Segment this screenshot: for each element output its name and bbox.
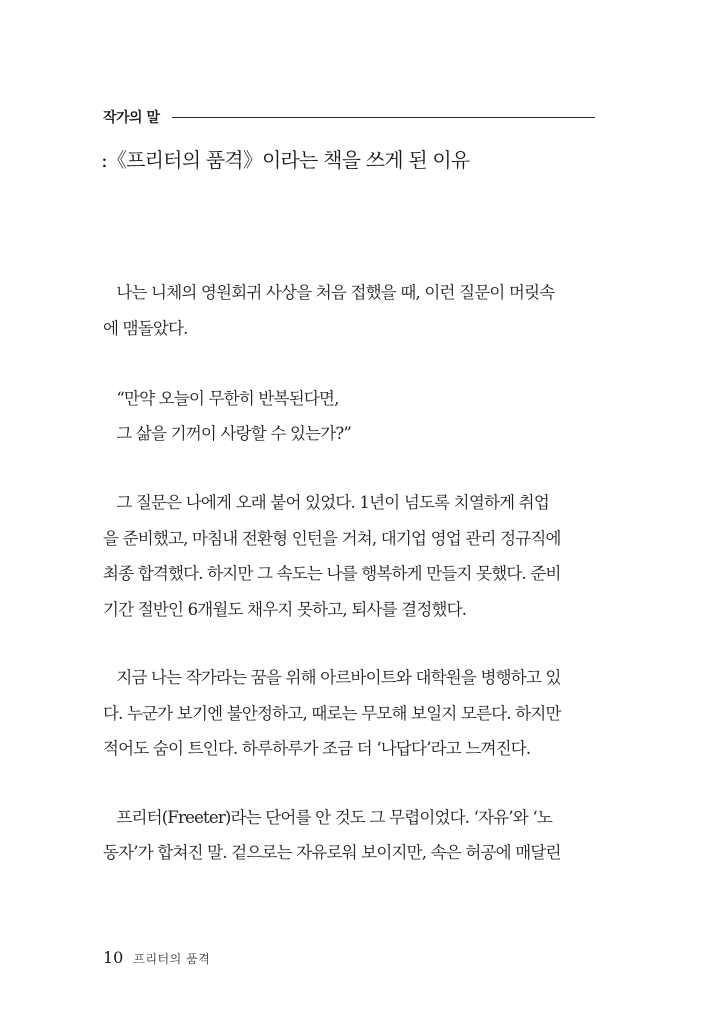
body-line: 나는 니체의 영원회귀 사상을 처음 접했을 때, 이런 질문이 머릿속: [103, 283, 555, 302]
body-line: 프리터(Freeter)라는 단어를 안 것도 그 무렵이었다. ‘자유’와 ‘노: [103, 808, 552, 827]
section-header: [103, 107, 595, 127]
body-line: 적어도 숨이 트인다. 하루하루가 조금 더 ‘나답다’라고 느껴진다.: [103, 739, 531, 758]
body-line: 지금 나는 작가라는 꿈을 위해 아르바이트와 대학원을 병행하고 있: [103, 668, 561, 687]
body-line: 을 준비했고, 마침내 전환형 인턴을 거쳐, 대기업 영업 관리 정규직에: [103, 529, 561, 548]
page-footer: [103, 948, 210, 967]
running-book-title: 프리터의 품격: [133, 952, 211, 966]
body-line: 에 맴돌았다.: [103, 319, 188, 338]
section-divider: [172, 117, 595, 118]
body-line: 기간 절반인 6개월도 채우지 못하고, 퇴사를 결정했다.: [103, 600, 467, 619]
section-label: 작가의 말: [103, 110, 160, 126]
body-line: 다. 누군가 보기엔 불안정하고, 때로는 무모해 보일지 모른다. 하지만: [103, 704, 561, 723]
body-line: 동자’가 합쳐진 말. 겉으로는 자유로워 보이지만, 속은 허공에 매달린: [103, 843, 561, 862]
page-number: 10: [103, 948, 124, 967]
body-line: 그 질문은 나에게 오래 붙어 있었다. 1년이 넘도록 치열하게 취업: [103, 493, 549, 512]
chapter-title: :《프리터의 품격》이라는 책을 쓰게 된 이유: [101, 148, 470, 172]
body-line: 그 삶을 기꺼이 사랑할 수 있는가?”: [103, 424, 352, 443]
body-line: “만약 오늘이 무한히 반복된다면,: [103, 389, 339, 408]
body-line: 최종 합격했다. 하지만 그 속도는 나를 행복하게 만들지 못했다. 준비: [103, 564, 561, 583]
